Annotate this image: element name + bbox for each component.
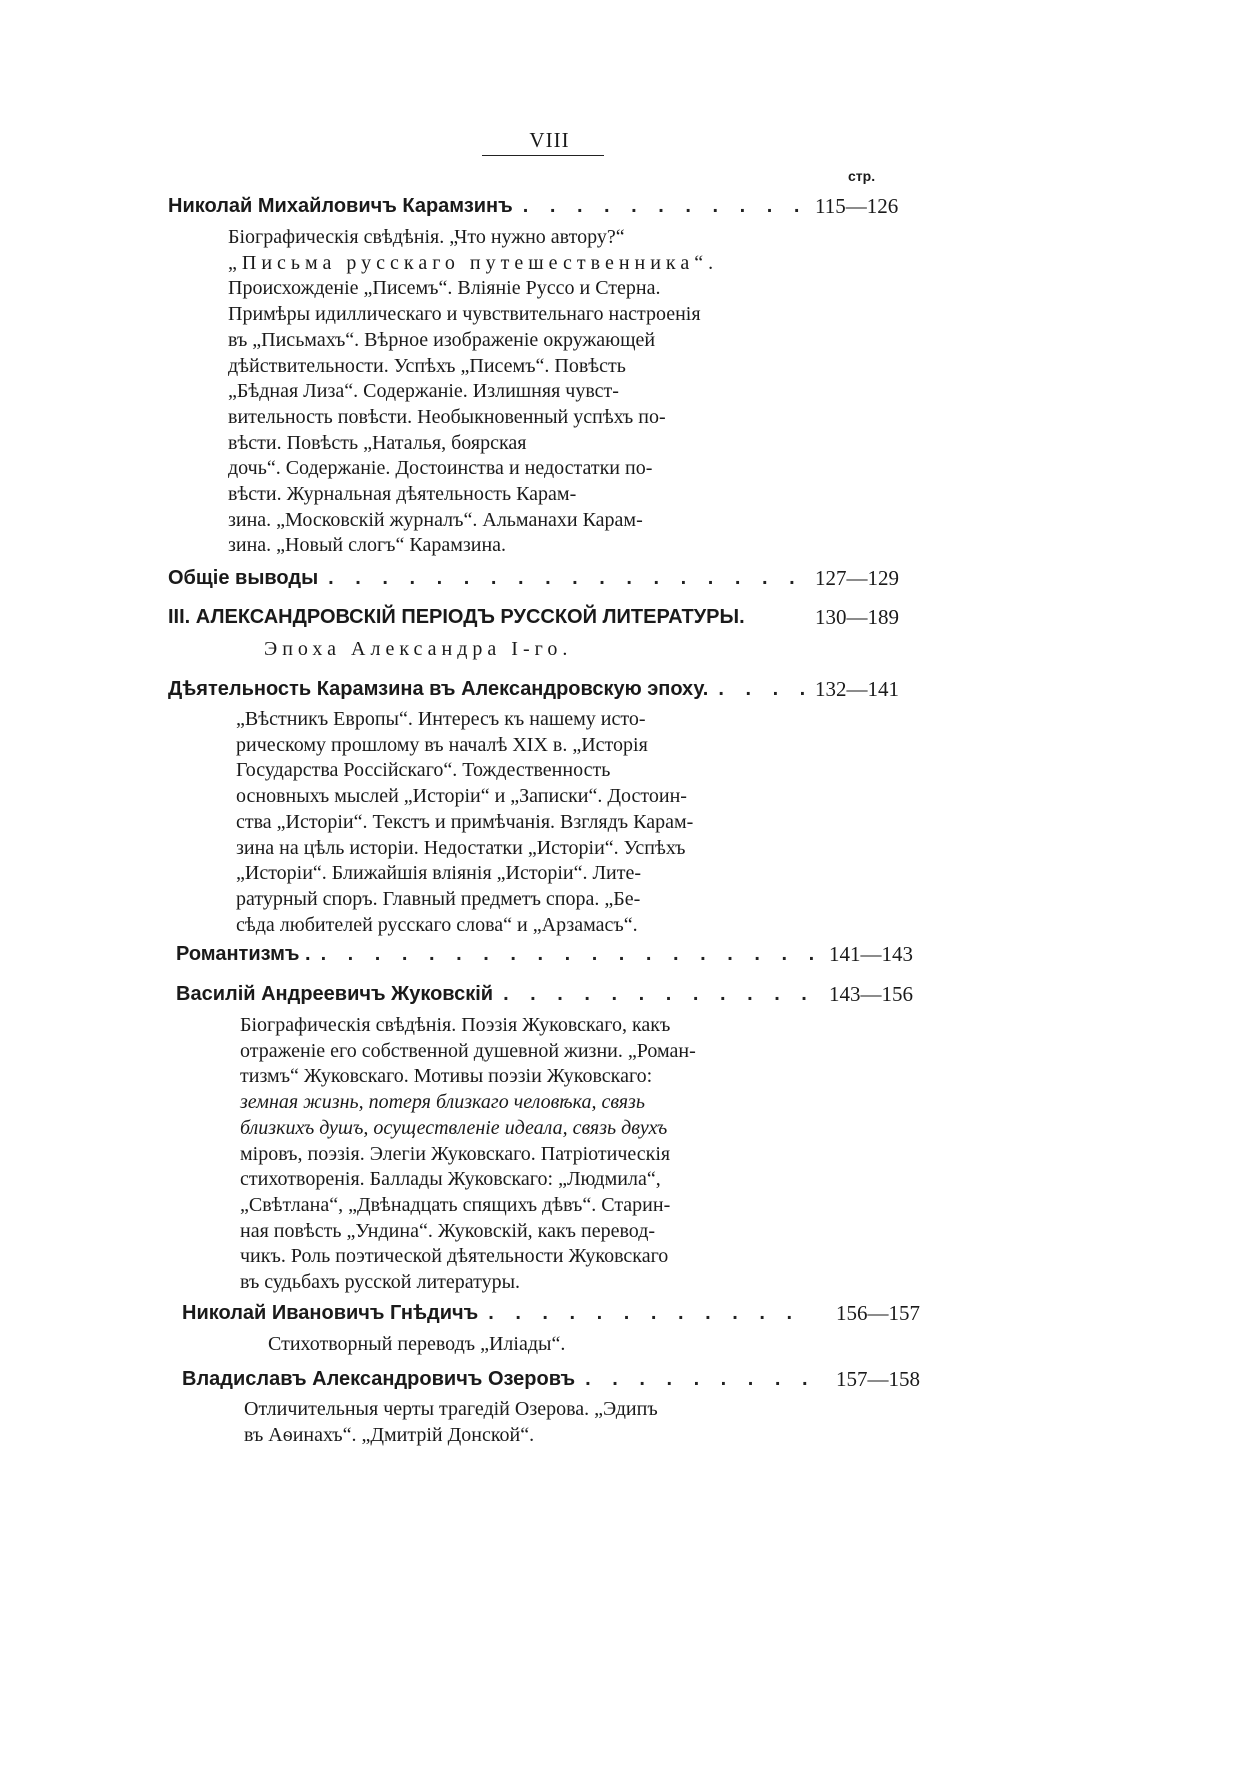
entry-title: Владиславъ Александровичъ Озеровъ — [182, 1368, 576, 1390]
entry-title: Василій Андреевичъ Жуковскій — [176, 983, 494, 1005]
description-line: „Бѣдная Лиза“. Содержаніе. Излишняя чувст- — [228, 380, 619, 403]
description-line: вительность повѣсти. Необыкновенный успѣхъ по- — [228, 405, 666, 428]
description-line: въ судьбахъ русской литературы. — [240, 1271, 521, 1294]
entry-heading — [168, 192, 815, 220]
entry-heading — [176, 940, 815, 968]
description-line: Происхожденіе „Писемъ“. Вліяніе Руссо и Стерна. — [228, 277, 661, 300]
description-line: Отличительныя черты трагедій Озерова. „Эдипъ — [244, 1398, 658, 1420]
dot-leader — [503, 980, 815, 1008]
entry-heading — [182, 1365, 815, 1393]
entry-heading — [168, 675, 815, 703]
description-line: основныхъ мыслей „Исторіи“ и „Записки“. Достоин- — [236, 785, 687, 808]
entry-pages: 115—126 — [815, 194, 899, 218]
description-line: Примѣры идиллическаго и чувствительнаго настроенія — [228, 303, 701, 326]
description-line: ная повѣсть „Ундина“. Жуковскій, какъ перевод- — [240, 1219, 656, 1242]
page-column-label: стр. — [848, 168, 876, 184]
description-line: дочь“. Содержаніе. Достоинства и недостатки по- — [228, 457, 653, 480]
description-line: Государства Россійскаго“. Тождественность — [236, 759, 611, 782]
description-line — [240, 1116, 814, 1142]
entry-pages: 132—141 — [815, 677, 899, 701]
italic-motif-text: земная жизнь, потеря близкаго человѣка, связь — [240, 1091, 645, 1114]
entry-title: Николай Михайловичъ Карамзинъ — [168, 195, 513, 217]
entry-description — [228, 225, 810, 559]
entry-description — [268, 1332, 818, 1358]
description-line: ства „Исторіи“. Текстъ и примѣчанія. Взглядъ Карам- — [236, 810, 694, 833]
entry-heading — [176, 980, 815, 1008]
description-line: въ „Письмахъ“. Вѣрное изображеніе окружающей — [228, 328, 656, 351]
dot-leader — [321, 940, 815, 968]
section-subtitle: Эпоха Александра I-го. — [264, 638, 573, 660]
description-line: въ Аѳинахъ“. „Дмитрій Донской“. — [244, 1423, 535, 1446]
description-line — [240, 1090, 814, 1116]
entry-heading — [168, 564, 815, 592]
description-line: „Свѣтлана“, „Двѣнадцать спящихъ дѣвъ“. Старин- — [240, 1193, 671, 1216]
entry-title: Дѣятельность Карамзина въ Александровскую эпоху. — [168, 678, 709, 700]
description-line: „Письма русскаго путешественника“. — [228, 251, 719, 274]
section-title: III. АЛЕКСАНДРОВСКІЙ ПЕРІОДЪ РУССКОЙ ЛИТЕРАТУРЫ. — [168, 606, 745, 628]
description-line: рическому прошлому въ началѣ XIX в. „Исторія — [236, 733, 648, 756]
description-line: стихотворенія. Баллады Жуковскаго: „Людмила“, — [240, 1168, 661, 1191]
description-line: чикъ. Роль поэтической дѣятельности Жуковскаго — [240, 1245, 669, 1268]
entry-pages: 156—157 — [836, 1301, 920, 1325]
description-line: Біографическія свѣдѣнія. Поэзія Жуковскаго, какъ — [240, 1014, 671, 1036]
dot-leader — [585, 1365, 815, 1393]
entry-description — [240, 1013, 814, 1296]
description-line: зина. „Московскій журналъ“. Альманахи Карам- — [228, 508, 643, 531]
description-line: міровъ, поэзія. Элегіи Жуковскаго. Патріотическія — [240, 1142, 671, 1165]
description-line: „Вѣстникъ Европы“. Интересъ къ нашему исто- — [236, 708, 646, 730]
entry-description — [236, 707, 810, 938]
entry-title: Романтизмъ . — [176, 943, 311, 965]
italic-motif-text: близкихъ душъ, осуществленіе идеала, связь двухъ — [240, 1116, 668, 1139]
description-line: ратурный споръ. Главный предметъ спора. „Бе- — [236, 887, 641, 910]
dot-leader — [523, 192, 815, 220]
description-line: Стихотворный переводъ „Иліады“. — [268, 1333, 566, 1355]
entry-heading — [182, 1299, 815, 1327]
entry-title: Николай Ивановичъ Гнѣдичъ — [182, 1302, 479, 1324]
entry-description — [244, 1397, 818, 1448]
page-number-rule — [482, 155, 604, 156]
dot-leader — [488, 1299, 815, 1327]
description-line: дѣйствительности. Успѣхъ „Писемъ“. Повѣсть — [228, 354, 626, 377]
description-line: зина. „Новый слогъ“ Карамзина. — [228, 534, 507, 557]
description-line: отраженіе его собственной душевной жизни. „Роман- — [240, 1039, 696, 1062]
description-line: сѣда любителей русскаго слова“ и „Арзамасъ“. — [236, 913, 638, 936]
description-line: зина на цѣль исторіи. Недостатки „Исторіи“. Успѣхъ — [236, 836, 686, 859]
description-line: тизмъ“ Жуковскаго. Мотивы поэзіи Жуковскаго: — [240, 1065, 653, 1088]
entry-pages: 143—156 — [829, 982, 913, 1006]
entry-pages: 130—189 — [815, 605, 899, 629]
entry-pages: 157—158 — [836, 1367, 920, 1391]
entry-pages: 141—143 — [829, 942, 913, 966]
entry-pages: 127—129 — [815, 566, 899, 590]
dot-leader — [328, 564, 815, 592]
page-number: VIII — [529, 128, 570, 152]
description-line: Біографическія свѣдѣнія. „Что нужно автору?“ — [228, 226, 625, 248]
description-line: „Исторіи“. Ближайшія вліянія „Исторіи“. Лите- — [236, 862, 641, 885]
dot-leader — [718, 675, 815, 703]
description-line: вѣсти. Повѣсть „Наталья, боярская — [228, 431, 527, 454]
description-line: вѣсти. Журнальная дѣятельность Карам- — [228, 483, 577, 506]
entry-title: Общіе выводы — [168, 567, 319, 589]
